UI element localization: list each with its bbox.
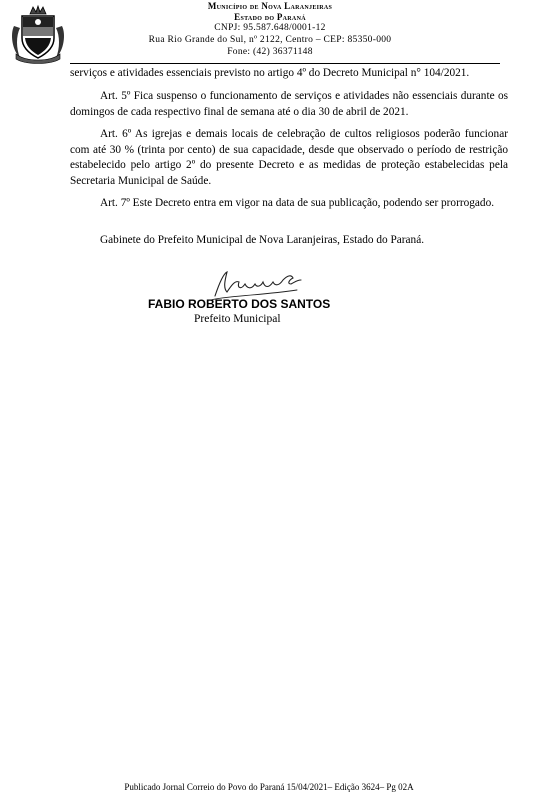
state-name: Estado do Paraná bbox=[234, 12, 306, 22]
municipal-crest-icon bbox=[8, 4, 68, 64]
municipality-title: Município de Nova Laranjeiras bbox=[207, 1, 333, 11]
signatory-role: Prefeito Municipal bbox=[194, 313, 281, 325]
paragraph-art-7: Art. 7º Este Decreto entra em vigor na data de sua publicação, podendo ser prorrogado. bbox=[100, 197, 495, 209]
publication-footer: Publicado Jornal Correio do Povo do Paraná 15/04/2021– Edição 3624– Pg 02A bbox=[124, 782, 414, 792]
header-divider bbox=[70, 63, 500, 64]
signatory-name: FABIO ROBERTO DOS SANTOS bbox=[148, 297, 331, 311]
paragraph-art-6: Art. 6º As igrejas e demais locais de celebração de cultos religiosos poderão funcionar com até 30 % (trinta por cento) de sua capacidade, desde que observado o período de restrição estabelecido pelo artigo 2º do presente Decreto e as medidas de proteção estabelecidas pela Secretaria Municipal de Saúde. bbox=[70, 128, 508, 187]
paragraph-closing: Gabinete do Prefeito Municipal de Nova Laranjeiras, Estado do Paraná. bbox=[100, 234, 425, 246]
phone-line: Fone: (42) 36371148 bbox=[227, 47, 313, 57]
paragraph-continuation: serviços e atividades essenciais previsto no artigo 4º do Decreto Municipal n° 104/2021. bbox=[70, 67, 470, 79]
address-line: Rua Rio Grande do Sul, nº 2122, Centro – CEP: 85350-000 bbox=[148, 35, 392, 45]
paragraph-art-5: Art. 5º Fica suspenso o funcionamento de serviços e atividades não essenciais durante os domingos de cada respectivo final de semana até o dia 30 de abril de 2021. bbox=[70, 90, 508, 118]
cnpj-line: CNPJ: 95.587.648/0001-12 bbox=[214, 23, 326, 33]
